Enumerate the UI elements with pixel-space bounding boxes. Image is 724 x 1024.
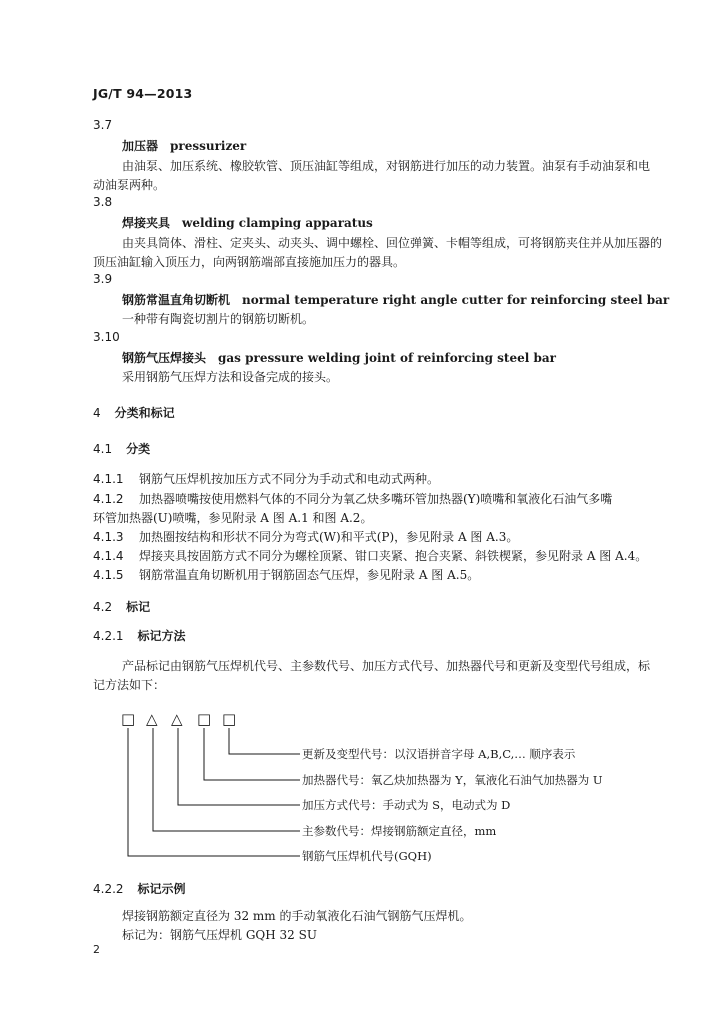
label-main-parameter-code: 主参数代号：焊接钢筋额定直径，mm	[302, 824, 497, 838]
item-number: 4.1.4	[93, 549, 124, 563]
standard-code-header: JG/T 94—2013	[93, 86, 193, 101]
label-heater-code: 加热器代号：氧乙炔加热器为 Y，氧液化石油气加热器为 U	[302, 773, 603, 787]
clause-number-3-7: 3.7	[93, 118, 113, 132]
section-number: 4.2	[93, 600, 113, 614]
section-number: 4.2.2	[93, 882, 124, 896]
item-continuation: 环管加热器(U)喷嘴，参见附录 A 图 A.1 和图 A.2。	[93, 511, 373, 525]
section-number: 4	[93, 406, 101, 420]
term-en: welding clamping apparatus	[182, 216, 373, 230]
marking-symbol-triangle-2: △	[171, 710, 183, 728]
term-cn: 加压器	[122, 139, 159, 153]
leader-line-5	[128, 728, 300, 856]
item-text: 加热圈按结构和形状不同分为弯式(W)和平式(P)，参见附录 A 图 A.3。	[139, 530, 519, 544]
item-text: 加热器喷嘴按使用燃料气体的不同分为氧乙炔多嘴环管加热器(Y)喷嘴和氧液化石油气多嘴	[139, 492, 613, 506]
section-title: 标记方法	[137, 629, 186, 643]
section-4-2-2-heading	[93, 880, 186, 897]
item-text: 焊接夹具按固筋方式不同分为螺栓顶紧、钳口夹紧、抱合夹紧、斜铁楔紧，参见附录 A 图 A.4。	[139, 549, 648, 563]
leader-line-1	[229, 728, 300, 754]
definition-line: 一种带有陶瓷切割片的钢筋切断机。	[122, 312, 315, 326]
term-en: normal temperature right angle cutter for reinforcing steel bar	[242, 293, 670, 307]
section-number: 4.2.1	[93, 629, 124, 643]
item-number: 4.1.3	[93, 530, 124, 544]
item-number: 4.1.2	[93, 492, 124, 506]
term-en: gas pressure welding joint of reinforcing steel bar	[218, 351, 556, 365]
section-title: 标记示例	[137, 882, 186, 896]
term-cn: 钢筋常温直角切断机	[122, 293, 231, 307]
marking-symbol-square-1: □	[121, 710, 136, 728]
label-pressurizing-mode-code: 加压方式代号：手动式为 S，电动式为 D	[302, 798, 511, 812]
section-number: 4.1	[93, 442, 113, 456]
section-title: 标记	[126, 600, 151, 614]
label-update-variant-code: 更新及变型代号：以汉语拼音字母 A,B,C,… 顺序表示	[302, 747, 576, 761]
item-text: 钢筋常温直角切断机用于钢筋固态气压焊，参见附录 A 图 A.5。	[139, 568, 480, 582]
item-text: 钢筋气压焊机按加压方式不同分为手动式和电动式两种。	[139, 472, 440, 486]
clause-number-3-8: 3.8	[93, 195, 113, 209]
definition-line: 顶压油缸输入顶压力，向两钢筋端部直接施加压力的器具。	[93, 255, 406, 269]
clause-number-3-10: 3.10	[93, 330, 120, 344]
marking-example-line: 焊接钢筋额定直径为 32 mm 的手动氧液化石油气钢筋气压焊机。	[122, 909, 472, 923]
marking-method-line: 记方法如下：	[93, 678, 166, 692]
term-cn: 焊接夹具	[122, 216, 171, 230]
leader-line-3	[178, 728, 300, 805]
section-title: 分类	[126, 442, 151, 456]
section-title: 分类和标记	[114, 406, 175, 420]
item-number: 4.1.1	[93, 472, 124, 486]
marking-symbol-triangle-1: △	[146, 710, 158, 728]
marking-symbol-square-3: □	[222, 710, 237, 728]
definition-line: 由油泵、加压系统、橡胶软管、顶压油缸等组成，对钢筋进行加压的动力装置。油泵有手动油泵和电	[122, 159, 651, 173]
marking-example-line: 标记为：钢筋气压焊机 GQH 32 SU	[122, 928, 317, 942]
clause-number-3-9: 3.9	[93, 272, 113, 286]
item-number: 4.1.5	[93, 568, 124, 582]
term-cn: 钢筋气压焊接头	[122, 351, 207, 365]
definition-line: 动油泵两种。	[93, 178, 166, 192]
definition-line: 由夹具筒体、滑柱、定夹头、动夹头、调中螺栓、回位弹簧、卡帽等组成，可将钢筋夹住并从加压器的	[122, 236, 663, 250]
marking-method-line: 产品标记由钢筋气压焊机代号、主参数代号、加压方式代号、加热器代号和更新及变型代号组成，标	[122, 659, 651, 673]
marking-symbol-square-2: □	[197, 710, 212, 728]
term-en: pressurizer	[170, 139, 247, 153]
label-machine-code: 钢筋气压焊机代号(GQH)	[302, 849, 432, 863]
page-number: 2	[93, 943, 100, 956]
definition-line: 采用钢筋气压焊方法和设备完成的接头。	[122, 370, 339, 384]
